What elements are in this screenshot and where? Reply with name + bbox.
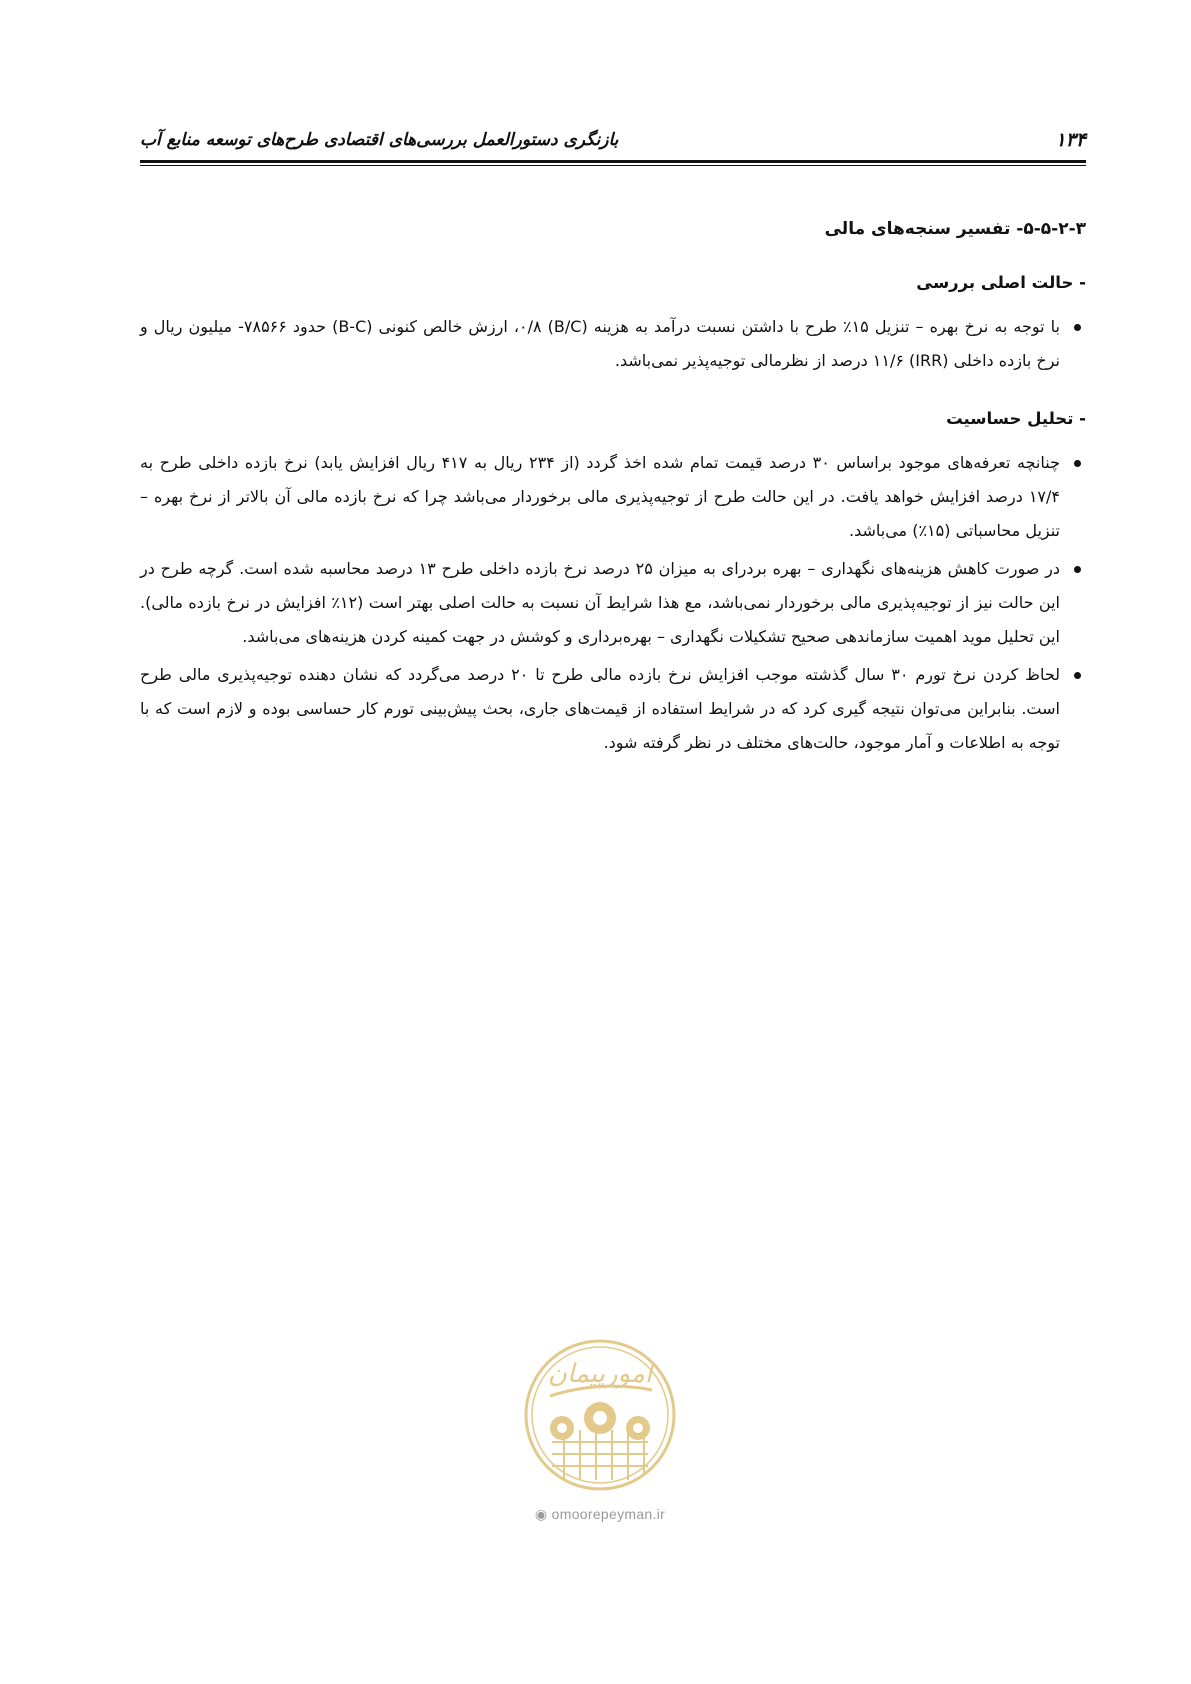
watermark bbox=[490, 1330, 710, 1523]
header-rule-thin bbox=[140, 165, 1086, 166]
list-item-text: با توجه به نرخ بهره – تنزیل ۱۵٪ طرح با داشتن نسبت درآمد به هزینه (B/C) ۰/۸، ارزش خالص کنونی (B-C) حدود ۷۸۵۶۶- میلیون ریال و نرخ بازده داخلی (IRR) ۱۱/۶ درصد از نظرمالی توجیه‌پذیر نمی‌باشد. bbox=[140, 317, 1060, 370]
watermark-url-text: omoorepeyman.ir bbox=[551, 1506, 666, 1522]
list-item-text: چنانچه تعرفه‌های موجود براساس ۳۰ درصد قیمت تمام شده اخذ گردد (از ۲۳۴ ریال به ۴۱۷ ریال افزایش یابد) نرخ بازده داخلی طرح به ۱۷/۴ درصد افزایش خواهد یافت. در این حالت طرح از توجیه‌پذیری مالی برخوردار می‌باشد چرا که نرخ بازده مالی آن بالاتر از نرخ بهره – تنزیل محاسباتی (۱۵٪) می‌باشد. bbox=[140, 453, 1060, 540]
globe-icon: ◉ bbox=[534, 1506, 548, 1522]
list-item bbox=[140, 552, 1086, 654]
seal-text: امورپیمان bbox=[547, 1359, 653, 1389]
sensitivity-heading: - تحلیل حساسیت bbox=[946, 409, 1086, 428]
bullet-icon bbox=[1074, 460, 1081, 467]
list-item bbox=[140, 658, 1086, 760]
list-item-text: لحاظ کردن نرخ تورم ۳۰ سال گذشته موجب افزایش نرخ بازده مالی طرح تا ۲۰ درصد می‌گردد که نشان دهنده توجیه‌پذیری مالی طرح است. بنابراین می‌توان نتیجه گیری کرد که در شرایط استفاده از قیمت‌های جاری، بحث پیش‌بینی تورم کار حساسی بوده و لازم است که با توجه به اطلاعات و آمار موجود، حالت‌های مختلف در نظر گرفته شود. bbox=[140, 665, 1061, 752]
header-rule bbox=[140, 160, 1086, 163]
base-case-list bbox=[140, 310, 1086, 378]
page-content bbox=[140, 214, 1086, 786]
bullet-icon bbox=[1074, 672, 1081, 679]
bullet-icon bbox=[1074, 324, 1081, 331]
running-title: بازنگری دستورالعمل بررسی‌های اقتصادی طرح‌های توسعه منابع آب bbox=[140, 130, 619, 150]
list-item-text: در صورت کاهش هزینه‌های نگهداری – بهره بردرای به میزان ۲۵ درصد نرخ بازده داخلی طرح ۱۳ درصد محاسبه شده است. گرچه طرح در این حالت نیز از توجیه‌پذیری مالی برخوردار نمی‌باشد، مع هذا شرایط آن نسبت به حالت اصلی بهتر است (۱۲٪ افزایش در نرخ بازده مالی). این تحلیل موید اهمیت سازماندهی صحیح تشکیلات نگهداری – بهره‌برداری و کوشش در جهت کمینه کردن هزینه‌های می‌باشد. bbox=[140, 559, 1061, 646]
base-case-heading: - حالت اصلی بررسی bbox=[916, 273, 1086, 292]
list-item bbox=[140, 310, 1086, 378]
watermark-url bbox=[490, 1506, 710, 1523]
page-header bbox=[140, 128, 1086, 168]
seal-logo-icon bbox=[520, 1330, 680, 1500]
sensitivity-list bbox=[140, 446, 1086, 760]
page-number: ۱۳۴ bbox=[1055, 129, 1086, 151]
bullet-icon bbox=[1074, 566, 1081, 573]
list-item bbox=[140, 446, 1086, 548]
section-heading: ۵-۵-۲-۳- تفسیر سنجه‌های مالی bbox=[824, 219, 1086, 239]
